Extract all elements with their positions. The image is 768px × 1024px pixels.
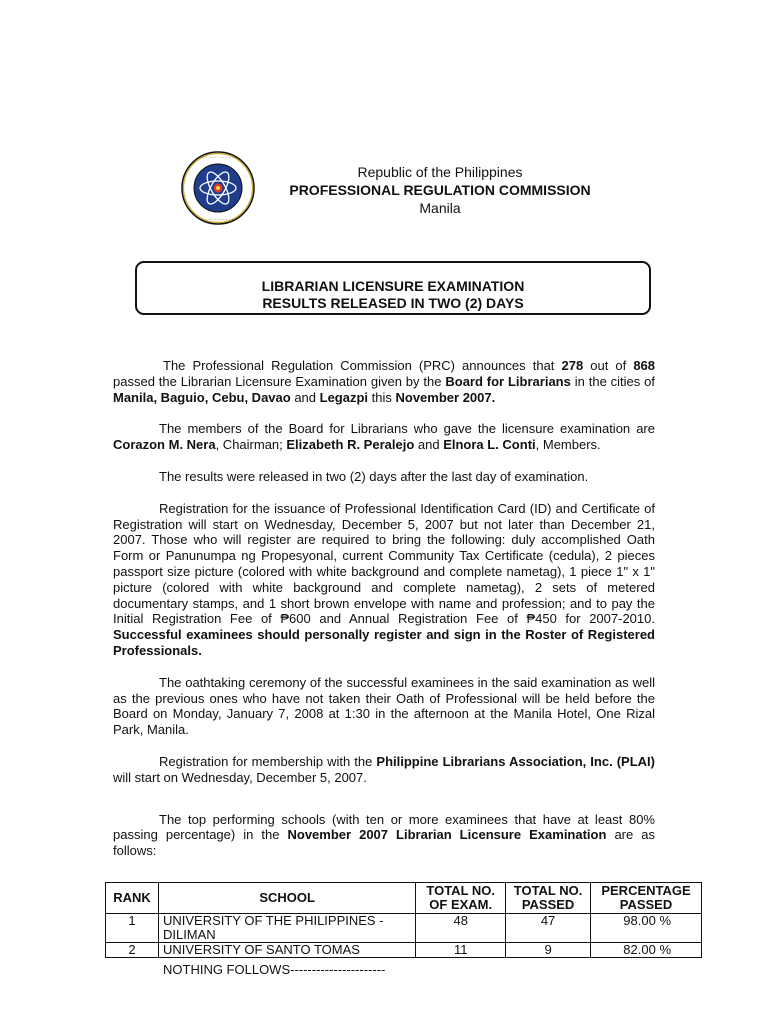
paragraph-oathtaking: The oathtaking ceremony of the successful examinees in the said examination as well as the previous ones who have not taken their Oath of Professional will be held before the Board on Monday, January 7, 2008 at 1:30 in the afternoon at the Manila Hotel, One Rizal Park, Manila. [113, 674, 655, 738]
column-header-total-passed: TOTAL NO. PASSED [506, 883, 591, 914]
table-row [106, 943, 702, 958]
headline-line-1: LIBRARIAN LICENSURE EXAMINATION [261, 278, 525, 294]
cell-percentage: 98.00 % [591, 914, 702, 943]
nothing-follows-note: NOTHING FOLLOWS---------------------- [163, 962, 386, 977]
column-header-total-exam: TOTAL NO. OF EXAM. [416, 883, 506, 914]
column-header-rank: RANK [106, 883, 159, 914]
paragraph-release: The results were released in two (2) days after the last day of examination. [159, 468, 589, 484]
cell-rank: 2 [106, 943, 159, 958]
table-row [106, 914, 702, 943]
paragraph-plai: Registration for membership with the Philippine Librarians Association, Inc. (PLAI) will start on Wednesday, December 5, 2007. [113, 753, 655, 785]
column-header-school: SCHOOL [158, 883, 415, 914]
cell-school: UNIVERSITY OF SANTO TOMAS [158, 943, 415, 958]
headline-box [135, 261, 651, 315]
letterhead-agency: PROFESSIONAL REGULATION COMMISSION [289, 182, 591, 198]
cell-total-passed: 47 [506, 914, 591, 943]
letterhead-city: Manila [419, 200, 461, 216]
paragraph-announcement: The Professional Regulation Commission (PRC) announces that 278 out of 868 passed the Librarian Licensure Examination given by the Board for Librarians in the cities of Manila, Baguio, Cebu, Davao and Legazpi this November 2007. [113, 358, 656, 405]
letterhead [240, 164, 640, 217]
svg-text:· · · · · · · · · · · · ·: · · · · · · · · · · · · · [199, 156, 237, 161]
cell-total-exam: 48 [416, 914, 506, 943]
table-header-row [106, 883, 702, 914]
letterhead-country: Republic of the Philippines [357, 164, 523, 180]
headline-line-2: RESULTS RELEASED IN TWO (2) DAYS [262, 295, 524, 311]
cell-school: UNIVERSITY OF THE PHILIPPINES - DILIMAN [158, 914, 415, 943]
paragraph-registration: Registration for the issuance of Professional Identification Card (ID) and Certificate of Registration will start on Wednesday, December 5, 2007 but not later than December 21, 2007. Those who will register are required to bring the following: duly accomplished Oath Form or Panunumpa ng Propesyonal, current Community Tax Certificate (cedula), 2 pieces passport size picture (colored with white background and complete nametag), 1 piece 1" x 1" picture (colored with white background and complete nametag), 2 sets of metered documentary stamps, and 1 short brown envelope with name and profession; and to pay the Initial Registration Fee of ₱600 and Annual Registration Fee of ₱450 for 2007-2010. Successful examinees should personally register and sign in the Roster of Registered Professionals. [113, 500, 655, 658]
paragraph-board-members: The members of the Board for Librarians who gave the licensure examination are Corazon M. Nera, Chairman; Elizabeth R. Peralejo and Elnora L. Conti, Members. [113, 421, 655, 453]
article-body [113, 358, 655, 875]
top-schools-table [105, 882, 702, 958]
cell-percentage: 82.00 % [591, 943, 702, 958]
svg-text:· · · · · · · · · · · · ·: · · · · · · · · · · · · · [199, 218, 237, 223]
cell-total-exam: 11 [416, 943, 506, 958]
column-header-percentage: PERCENTAGE PASSED [591, 883, 702, 914]
cell-rank: 1 [106, 914, 159, 943]
paragraph-top-schools: The top performing schools (with ten or more examinees that have at least 80% passing percentage) in the November 2007 Librarian Licensure Examination are as follows: [113, 811, 655, 859]
cell-total-passed: 9 [506, 943, 591, 958]
